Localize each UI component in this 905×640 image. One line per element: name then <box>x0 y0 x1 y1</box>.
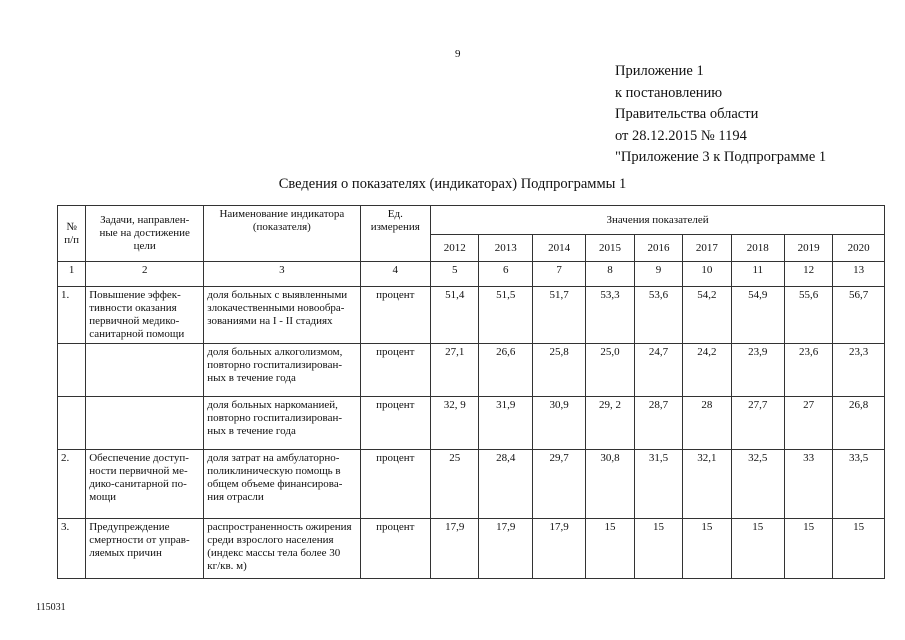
value-cell: 32,1 <box>683 450 731 519</box>
value-cell: 28 <box>683 397 731 450</box>
value-cell: 51,5 <box>479 287 532 344</box>
value-cell: 15 <box>731 519 784 579</box>
year-header: 2020 <box>833 235 885 262</box>
value-cell: 17,9 <box>431 519 479 579</box>
value-cell: 27,1 <box>431 344 479 397</box>
task-cell: Повышение эффек- тивности оказания первичной медико- санитарной помощи <box>86 287 204 344</box>
value-cell: 53,3 <box>586 287 634 344</box>
task-cell <box>86 397 204 450</box>
column-number: 12 <box>784 262 832 287</box>
column-numbers-row <box>58 262 885 287</box>
value-cell: 53,6 <box>634 287 682 344</box>
column-number: 10 <box>683 262 731 287</box>
column-number: 9 <box>634 262 682 287</box>
value-cell: 15 <box>634 519 682 579</box>
page-number: 9 <box>455 48 461 60</box>
appendix-line: от 28.12.2015 № 1194 <box>615 127 747 144</box>
value-cell: 29,7 <box>532 450 585 519</box>
indicator-cell: доля больных наркоманией, повторно госпитализирован- ных в течение года <box>204 397 360 450</box>
table-row <box>58 287 885 344</box>
year-header: 2014 <box>532 235 585 262</box>
value-cell: 15 <box>586 519 634 579</box>
row-number-cell <box>58 397 86 450</box>
task-cell: Предупреждение смертности от управ- ляемых причин <box>86 519 204 579</box>
table-row <box>58 344 885 397</box>
value-cell: 24,7 <box>634 344 682 397</box>
row-number-cell: 2. <box>58 450 86 519</box>
unit-cell: процент <box>360 519 431 579</box>
appendix-line: Приложение 1 <box>615 63 704 79</box>
task-cell: Обеспечение доступ- ности первичной ме- дико-санитарной по- мощи <box>86 450 204 519</box>
year-header: 2017 <box>683 235 731 262</box>
value-cell: 54,2 <box>683 287 731 344</box>
appendix-line: к постановлению <box>615 84 723 101</box>
indicator-cell: доля затрат на амбулаторно- поликлиническую помощь в общем объеме финансирова- ния отрасли <box>204 450 360 519</box>
value-cell: 24,2 <box>683 344 731 397</box>
unit-cell: процент <box>360 287 431 344</box>
value-cell: 25 <box>431 450 479 519</box>
value-cell: 54,9 <box>731 287 784 344</box>
value-cell: 55,6 <box>784 287 832 344</box>
year-header: 2016 <box>634 235 682 262</box>
header-indicator: Наименование индикатора (показателя) <box>204 206 360 262</box>
column-number: 2 <box>86 262 204 287</box>
year-header: 2012 <box>431 235 479 262</box>
task-cell <box>86 344 204 397</box>
appendix-block <box>615 61 826 169</box>
value-cell: 32, 9 <box>431 397 479 450</box>
value-cell: 25,8 <box>532 344 585 397</box>
value-cell: 33,5 <box>833 450 885 519</box>
value-cell: 31,9 <box>479 397 532 450</box>
column-number: 4 <box>360 262 431 287</box>
value-cell: 23,3 <box>833 344 885 397</box>
value-cell: 17,9 <box>532 519 585 579</box>
indicator-cell: распространенность ожирения среди взрослого населения (индекс массы тела более 30 кг/кв. м) <box>204 519 360 579</box>
indicator-cell: доля больных алкоголизмом, повторно госпитализирован- ных в течение года <box>204 344 360 397</box>
header-num: № п/п <box>58 206 86 262</box>
value-cell: 15 <box>833 519 885 579</box>
header-values: Значения показателей <box>431 206 885 235</box>
value-cell: 15 <box>784 519 832 579</box>
value-cell: 25,0 <box>586 344 634 397</box>
unit-cell: процент <box>360 344 431 397</box>
year-header: 2013 <box>479 235 532 262</box>
header-unit: Ед. измерения <box>360 206 431 262</box>
column-number: 1 <box>58 262 86 287</box>
value-cell: 32,5 <box>731 450 784 519</box>
value-cell: 23,6 <box>784 344 832 397</box>
value-cell: 27,7 <box>731 397 784 450</box>
year-header: 2019 <box>784 235 832 262</box>
column-number: 7 <box>532 262 585 287</box>
unit-cell: процент <box>360 397 431 450</box>
column-number: 5 <box>431 262 479 287</box>
value-cell: 28,7 <box>634 397 682 450</box>
table-row <box>58 450 885 519</box>
indicator-cell: доля больных с выявленными злокачественными новообра- зованиями на I - II стадиях <box>204 287 360 344</box>
value-cell: 30,8 <box>586 450 634 519</box>
row-number-cell: 3. <box>58 519 86 579</box>
column-number: 13 <box>833 262 885 287</box>
value-cell: 27 <box>784 397 832 450</box>
value-cell: 26,6 <box>479 344 532 397</box>
header-task: Задачи, направлен- ные на достижение цели <box>86 206 204 262</box>
value-cell: 17,9 <box>479 519 532 579</box>
year-header: 2018 <box>731 235 784 262</box>
value-cell: 51,4 <box>431 287 479 344</box>
document-title: Сведения о показателях (индикаторах) Подпрограммы 1 <box>278 176 627 192</box>
value-cell: 33 <box>784 450 832 519</box>
row-number-cell <box>58 344 86 397</box>
indicators-table <box>57 205 885 579</box>
column-number: 3 <box>204 262 360 287</box>
year-header: 2015 <box>586 235 634 262</box>
column-number: 8 <box>586 262 634 287</box>
value-cell: 56,7 <box>833 287 885 344</box>
column-number: 11 <box>731 262 784 287</box>
value-cell: 15 <box>683 519 731 579</box>
value-cell: 23,9 <box>731 344 784 397</box>
value-cell: 26,8 <box>833 397 885 450</box>
value-cell: 31,5 <box>634 450 682 519</box>
value-cell: 29, 2 <box>586 397 634 450</box>
header-row <box>58 206 885 235</box>
appendix-line: "Приложение 3 к Подпрограмме 1 <box>615 149 827 165</box>
unit-cell: процент <box>360 450 431 519</box>
value-cell: 28,4 <box>479 450 532 519</box>
table-row <box>58 519 885 579</box>
value-cell: 51,7 <box>532 287 585 344</box>
footer-code: 115031 <box>36 602 66 613</box>
appendix-line: Правительства области <box>615 106 759 122</box>
value-cell: 30,9 <box>532 397 585 450</box>
row-number-cell: 1. <box>58 287 86 344</box>
column-number: 6 <box>479 262 532 287</box>
table-row <box>58 397 885 450</box>
